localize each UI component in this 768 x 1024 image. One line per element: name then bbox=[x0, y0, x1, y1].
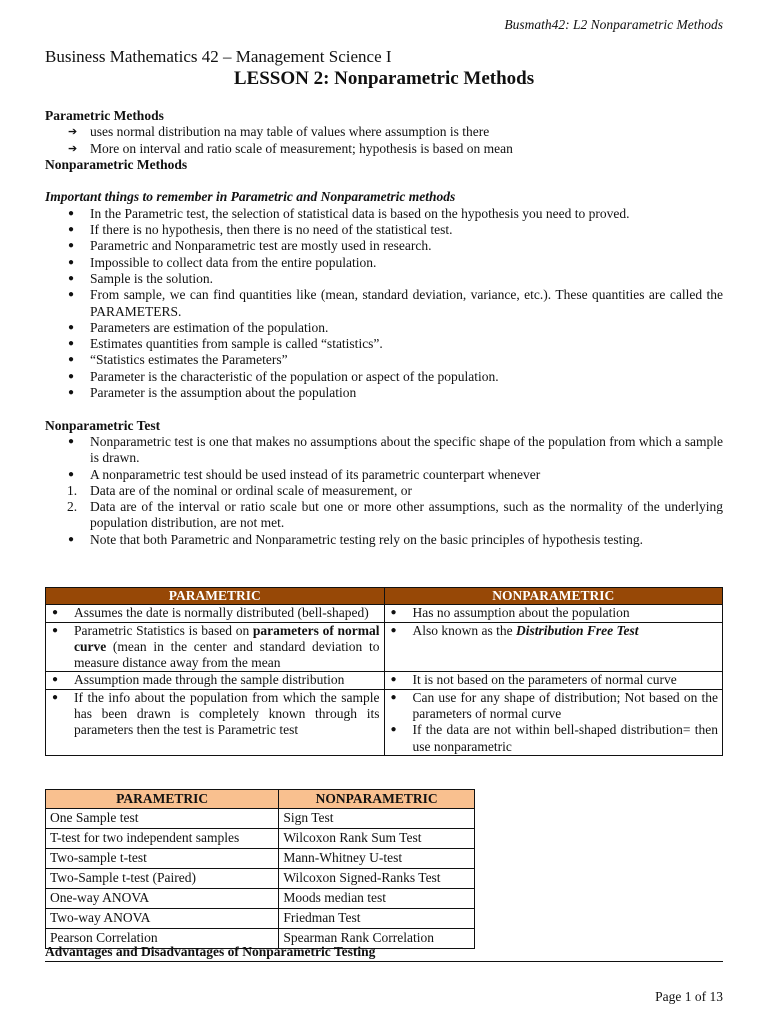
list-item: ● A nonparametric test should be used instead of its parametric counterpart whenever bbox=[45, 467, 723, 483]
table-cell: ● Assumption made through the sample distribution bbox=[50, 672, 380, 688]
numbered-item: 2. Data are of the interval or ratio scale but one or more other assumptions, such as the normality of the underlying population distribution, are not met. bbox=[67, 499, 723, 531]
parametric-methods-heading: Parametric Methods bbox=[45, 108, 164, 123]
table-row: Two-Sample t-test (Paired) Wilcoxon Signed-Ranks Test bbox=[46, 869, 475, 889]
table-row: One Sample test Sign Test bbox=[46, 809, 475, 829]
document-body bbox=[45, 108, 723, 548]
table-cell: ● Can use for any shape of distribution; Not based on the parameters of normal curve bbox=[389, 690, 719, 723]
column-header-nonparametric: NONPARAMETRIC bbox=[279, 790, 475, 809]
list-item: ● Parameters are estimation of the population. bbox=[45, 320, 723, 336]
parametric-vs-nonparametric-table bbox=[45, 587, 723, 756]
numbered-item: 1. Data are of the nominal or ordinal scale of measurement, or bbox=[67, 482, 412, 498]
table-row: Two-sample t-test Mann-Whitney U-test bbox=[46, 849, 475, 869]
list-item: ● Note that both Parametric and Nonparametric testing rely on the basic principles of hypothesis testing. bbox=[45, 532, 723, 548]
column-header-parametric: PARAMETRIC bbox=[46, 588, 385, 605]
table-cell: ● Also known as the Distribution Free Test bbox=[389, 623, 719, 639]
nonparametric-methods-heading: Nonparametric Methods bbox=[45, 156, 188, 172]
table-cell: ● Assumes the date is normally distributed (bell-shaped) bbox=[50, 605, 380, 621]
table-cell: ● Has no assumption about the population bbox=[389, 605, 719, 621]
column-header-parametric: PARAMETRIC bbox=[46, 790, 279, 809]
list-item: ● Estimates quantities from sample is called “statistics”. bbox=[45, 336, 723, 352]
list-item: ● Parameter is the characteristic of the population or aspect of the population. bbox=[45, 369, 723, 385]
table-row: Pearson Correlation Spearman Rank Correlation bbox=[46, 929, 475, 949]
lesson-title: LESSON 2: Nonparametric Methods bbox=[233, 68, 535, 89]
column-header-nonparametric: NONPARAMETRIC bbox=[384, 588, 723, 605]
table-cell: ● It is not based on the parameters of normal curve bbox=[389, 672, 719, 688]
table-cell: ● If the info about the population from which the sample has been drawn is completely known through its parameters then the test is Parametric test bbox=[50, 690, 380, 739]
nonparametric-test-heading: Nonparametric Test bbox=[45, 417, 161, 433]
table-row: One-way ANOVA Moods median test bbox=[46, 889, 475, 909]
list-item: ● If there is no hypothesis, then there is no need of the statistical test. bbox=[45, 222, 723, 238]
list-item: ➔ uses normal distribution na may table of values where assumption is there bbox=[45, 124, 723, 140]
table-row bbox=[46, 672, 723, 689]
important-things-list bbox=[45, 206, 723, 402]
table-row: Two-way ANOVA Friedman Test bbox=[46, 909, 475, 929]
parametric-methods-list bbox=[45, 124, 723, 157]
list-item: ● Sample is the solution. bbox=[45, 271, 723, 287]
page-number: Page 1 of 13 bbox=[655, 989, 723, 1004]
advantages-heading: Advantages and Disadvantages of Nonparametric Testing bbox=[45, 944, 723, 962]
list-item: ● Parameter is the assumption about the population bbox=[45, 385, 723, 401]
table-row bbox=[46, 605, 723, 622]
list-item: ● “Statistics estimates the Parameters” bbox=[45, 352, 723, 368]
list-item: ● Impossible to collect data from the entire population. bbox=[45, 255, 723, 271]
nonparametric-test-list bbox=[45, 434, 723, 483]
list-item: ● Nonparametric test is one that makes no assumptions about the specific shape of the population from which a sample is drawn. bbox=[45, 434, 723, 467]
course-title: Business Mathematics 42 – Management Science I bbox=[45, 47, 392, 66]
table-row bbox=[46, 622, 723, 672]
nonparametric-note-list bbox=[45, 532, 723, 548]
important-things-heading: Important things to remember in Parametric and Nonparametric methods bbox=[45, 189, 456, 205]
table-cell: ● Parametric Statistics is based on parameters of normal curve (mean in the center and standard deviation to measure distance away from the mean bbox=[50, 623, 380, 672]
list-item: ● From sample, we can find quantities like (mean, standard deviation, variance, etc.). These quantities are called the PARAMETERS. bbox=[45, 287, 723, 320]
table-row: T-test for two independent samples Wilcoxon Rank Sum Test bbox=[46, 829, 475, 849]
table-cell: ● If the data are not within bell-shaped distribution= then use nonparametric bbox=[389, 722, 719, 755]
list-item: ● Parametric and Nonparametric test are mostly used in research. bbox=[45, 238, 723, 254]
table-row bbox=[46, 689, 723, 755]
test-equivalents-table bbox=[45, 789, 475, 949]
list-item: ➔ More on interval and ratio scale of measurement; hypothesis is based on mean bbox=[45, 141, 723, 157]
list-item: ● In the Parametric test, the selection of statistical data is based on the hypothesis you need to proved. bbox=[45, 206, 723, 222]
running-header: Busmath42: L2 Nonparametric Methods bbox=[504, 17, 723, 32]
nonparametric-conditions-list bbox=[45, 483, 723, 532]
